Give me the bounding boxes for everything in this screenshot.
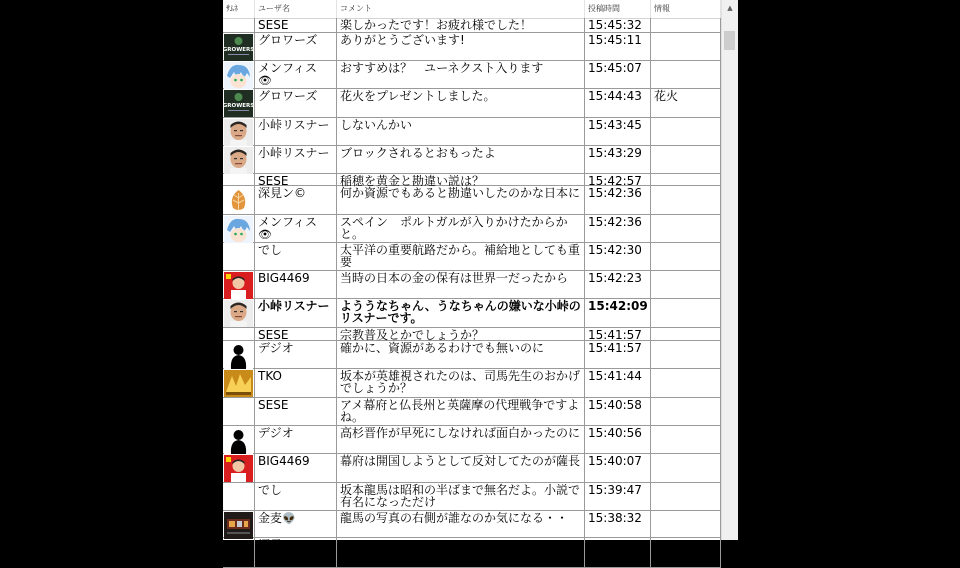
info-cell — [651, 146, 721, 173]
post-time-text: 15:45:11 — [588, 33, 642, 47]
username-text: SESE — [258, 398, 289, 412]
post-time-text: 15:43:45 — [588, 118, 642, 132]
post-time-text: 15:44:43 — [588, 89, 642, 103]
comment-row[interactable] — [223, 186, 721, 215]
thumbnail-cell — [223, 426, 255, 453]
user-avatar — [224, 272, 253, 299]
comment-row[interactable] — [223, 146, 721, 174]
comment-text: スペイン ポルトガルが入りかけたからかと。 — [340, 215, 568, 241]
time-cell — [585, 146, 651, 173]
thumbnail-cell — [223, 271, 255, 298]
column-header-time[interactable]: 投稿時間 — [585, 0, 651, 18]
thumbnail-cell — [223, 61, 255, 88]
thumbnail-cell — [223, 215, 255, 242]
thumbnail-cell — [223, 511, 255, 537]
info-cell — [651, 61, 721, 88]
info-cell — [651, 18, 721, 32]
info-cell — [651, 174, 721, 185]
comment-text: ありがとうございます! — [340, 33, 465, 47]
username-text: グロワーズ — [258, 89, 318, 103]
time-cell — [585, 328, 651, 340]
thumbnail-cell — [223, 299, 255, 327]
comment-row[interactable] — [223, 426, 721, 454]
username-cell — [255, 328, 337, 340]
username-text: SESE — [258, 174, 289, 188]
username-cell — [255, 341, 337, 368]
comment-cell — [337, 118, 585, 145]
thumbnail-cell — [223, 89, 255, 117]
username-cell — [255, 33, 337, 60]
comment-row[interactable] — [223, 369, 721, 398]
post-time-text: 15:40:58 — [588, 398, 642, 412]
comment-text: 楽しかったです！お疲れ様でした！ — [340, 18, 533, 32]
username-text: 小峠リスナー — [258, 146, 330, 160]
info-text — [651, 538, 720, 539]
svg-text:GROWERS: GROWERS — [222, 103, 255, 109]
time-cell — [585, 61, 651, 88]
comment-text: アメ幕府と仏長州と英薩摩の代理戦争ですよね。 — [340, 398, 580, 424]
info-text — [651, 398, 720, 399]
info-text — [651, 215, 720, 216]
post-time-text: 15:42:57 — [588, 174, 642, 188]
column-header-info[interactable]: 情報 — [651, 0, 721, 18]
info-text — [651, 369, 720, 370]
comment-row[interactable] — [223, 215, 721, 243]
thumbnail-cell — [223, 243, 255, 270]
user-avatar — [224, 342, 253, 369]
user-avatar — [224, 90, 253, 117]
time-cell — [585, 538, 651, 567]
comment-cell — [337, 215, 585, 242]
time-cell — [585, 215, 651, 242]
comment-cell — [337, 299, 585, 327]
username-text: メンフィス 👁 — [258, 215, 318, 241]
username-cell — [255, 146, 337, 173]
username-emoji-icon: 👽 — [282, 512, 296, 525]
username-text: BIG4469 — [258, 454, 310, 468]
svg-text:GROWERS: GROWERS — [222, 47, 255, 53]
post-time-text: 15:42:23 — [588, 271, 642, 285]
thumbnail-cell — [223, 328, 255, 340]
comment-text: しないんかい — [340, 118, 413, 132]
comment-row[interactable] — [223, 299, 721, 328]
comment-text: 高杉晋作が早死にしなければ面白かったのに — [340, 426, 581, 440]
info-cell — [651, 511, 721, 537]
username-emoji-icon: 👁 — [258, 228, 272, 241]
time-cell — [585, 483, 651, 510]
post-time-text: 15:42:30 — [588, 243, 642, 257]
comment-row[interactable] — [223, 341, 721, 369]
time-cell — [585, 369, 651, 397]
username-cell — [255, 398, 337, 425]
time-cell — [585, 89, 651, 117]
comment-text: 稲穂を黄金と勘違い説は？ — [340, 174, 485, 188]
info-text — [651, 454, 720, 455]
username-cell — [255, 243, 337, 270]
user-avatar — [224, 34, 253, 61]
time-cell — [585, 33, 651, 60]
username-cell — [255, 369, 337, 397]
post-time-text: 15:42:36 — [588, 215, 642, 229]
username-cell — [255, 454, 337, 482]
info-cell — [651, 243, 721, 270]
comment-text: 宗教普及とかでしょうか？ — [340, 328, 485, 342]
thumbnail-cell — [223, 538, 255, 567]
user-avatar — [224, 187, 253, 214]
comment-row[interactable] — [223, 271, 721, 299]
info-cell — [651, 118, 721, 145]
username-text: 小峠リスナー — [258, 118, 330, 132]
comment-row[interactable] — [223, 483, 721, 511]
comment-cell — [337, 538, 585, 567]
thumbnail-cell — [223, 118, 255, 145]
user-avatar — [224, 455, 253, 482]
info-text — [651, 186, 720, 187]
time-cell — [585, 118, 651, 145]
username-cell — [255, 18, 337, 32]
username-text: 深見ン© — [258, 186, 307, 200]
time-cell — [585, 511, 651, 537]
info-cell — [651, 426, 721, 453]
info-cell — [651, 483, 721, 510]
post-time-text — [585, 538, 650, 539]
vertical-scrollbar[interactable] — [721, 0, 738, 540]
comment-row[interactable] — [223, 511, 721, 538]
comment-text: おすすめは？ ユーネクスト入ります — [340, 61, 544, 75]
username-cell — [255, 299, 337, 327]
info-cell — [651, 299, 721, 327]
post-time-text: 15:42:36 — [588, 186, 642, 200]
info-cell — [651, 454, 721, 482]
thumbnail-cell — [223, 33, 255, 60]
username-text: SESE — [258, 18, 289, 32]
info-text — [651, 18, 720, 19]
comment-row[interactable] — [223, 18, 721, 33]
username-cell — [255, 186, 337, 214]
scrollbar-thumb[interactable] — [724, 31, 735, 50]
info-text — [651, 426, 720, 427]
info-text — [651, 328, 720, 329]
username-text: TKO — [258, 369, 282, 383]
info-cell — [651, 271, 721, 298]
user-avatar — [224, 512, 253, 539]
comment-cell — [337, 341, 585, 368]
info-text — [651, 299, 720, 300]
user-avatar — [224, 216, 253, 243]
time-cell — [585, 186, 651, 214]
comment-cell — [337, 186, 585, 214]
comment-cell — [337, 89, 585, 117]
username-text: デジオ — [258, 426, 294, 440]
comment-cell — [337, 426, 585, 453]
comment-row[interactable] — [223, 328, 721, 341]
comment-row[interactable] — [223, 398, 721, 426]
comment-text: 確かに、資源があるわけでも無いのに — [340, 341, 545, 355]
info-cell — [651, 398, 721, 425]
info-cell — [651, 89, 721, 117]
comment-cell — [337, 61, 585, 88]
info-cell — [651, 341, 721, 368]
username-text: 小峠リスナー — [258, 299, 330, 313]
info-text — [651, 341, 720, 342]
post-time-text: 15:41:57 — [588, 328, 642, 342]
scroll-up-arrow-icon[interactable]: ▲ — [727, 4, 733, 12]
comment-cell — [337, 454, 585, 482]
comment-row[interactable] — [223, 538, 721, 568]
column-header-username[interactable]: ユーザ名 — [255, 0, 337, 18]
username-text: でし — [258, 483, 283, 497]
post-time-text: 15:41:57 — [588, 341, 642, 355]
username-cell — [255, 118, 337, 145]
thumbnail-cell — [223, 146, 255, 173]
username-cell — [255, 538, 337, 567]
post-time-text: 15:45:07 — [588, 61, 642, 75]
username-cell — [255, 271, 337, 298]
username-text: 深見ン — [258, 538, 295, 552]
comment-text: よううなちゃん、うなちゃんの嫌いな小峠のリスナーです。 — [340, 299, 581, 325]
time-cell — [585, 398, 651, 425]
thumbnail-cell — [223, 369, 255, 397]
thumbnail-cell — [223, 18, 255, 32]
time-cell — [585, 271, 651, 298]
column-header — [223, 0, 721, 19]
post-time-text: 15:38:32 — [588, 511, 642, 525]
username-text: デジオ — [258, 341, 294, 355]
info-text — [651, 146, 720, 147]
username-cell — [255, 215, 337, 242]
comment-cell — [337, 18, 585, 32]
comment-text: 龍馬の写真の右側が誰なのか気になる・・ — [340, 511, 569, 525]
time-cell — [585, 299, 651, 327]
time-cell — [585, 18, 651, 32]
username-cell — [255, 89, 337, 117]
time-cell — [585, 454, 651, 482]
info-text — [651, 483, 720, 484]
thumbnail-cell — [223, 341, 255, 368]
info-text — [651, 61, 720, 62]
comment-text: 坂本が英雄視されたのは、司馬先生のおかげでしょうか？ — [340, 369, 581, 395]
comment-list — [223, 18, 721, 568]
info-text — [651, 33, 720, 34]
comment-row[interactable] — [223, 61, 721, 89]
post-time-text: 15:40:07 — [588, 454, 642, 468]
comment-cell — [337, 174, 585, 188]
info-text: 花火 — [654, 89, 679, 103]
info-cell — [651, 215, 721, 242]
comment-cell — [337, 483, 585, 510]
time-cell — [585, 341, 651, 368]
username-text: 金麦👽 — [258, 511, 296, 525]
comment-row[interactable] — [223, 33, 721, 61]
user-avatar — [224, 370, 253, 397]
comment-text: 坂本龍馬は昭和の半ばまで無名だよ。小説で有名になっただけ — [340, 483, 581, 509]
post-time-text: 15:39:47 — [588, 483, 642, 497]
username-text: メンフィス 👁 — [258, 61, 318, 87]
comment-text: ブロックされるとおもったよ — [340, 146, 496, 160]
info-cell — [651, 33, 721, 60]
username-cell — [255, 174, 337, 188]
post-time-text: 15:41:44 — [588, 369, 642, 383]
info-cell — [651, 369, 721, 397]
comment-text — [337, 538, 584, 568]
info-text — [651, 511, 720, 512]
post-time-text: 15:43:29 — [588, 146, 642, 160]
comment-row[interactable] — [223, 243, 721, 271]
info-cell — [651, 328, 721, 340]
comment-cell — [337, 328, 585, 340]
username-cell — [255, 483, 337, 510]
thumbnail-cell — [223, 454, 255, 482]
comment-text: 幕府は開国しようとして反対してたのが薩長 — [340, 454, 581, 468]
info-text — [651, 174, 720, 175]
time-cell — [585, 426, 651, 453]
comment-cell — [337, 33, 585, 60]
comment-cell — [337, 369, 585, 397]
thumbnail-cell — [223, 186, 255, 214]
info-text — [651, 243, 720, 244]
comment-cell — [337, 146, 585, 173]
thumbnail-cell — [223, 174, 255, 185]
info-text — [651, 271, 720, 272]
comment-viewer-window — [222, 0, 737, 552]
username-text: BIG4469 — [258, 271, 310, 285]
username-text: SESE — [258, 328, 289, 342]
post-time-text: 15:40:56 — [588, 426, 642, 440]
info-cell — [651, 538, 721, 567]
comment-cell — [337, 511, 585, 537]
username-text: グロワーズ — [258, 33, 318, 47]
column-header-thumbnail[interactable]: ｻﾑﾈ — [223, 0, 255, 18]
comment-cell — [337, 271, 585, 298]
comment-text: 当時の日本の金の保有は世界一だったから — [340, 271, 569, 285]
column-header-comment[interactable]: コメント — [337, 0, 585, 18]
comment-row[interactable] — [223, 454, 721, 483]
username-cell — [255, 511, 337, 537]
time-cell — [585, 174, 651, 188]
comment-cell — [337, 243, 585, 270]
user-avatar — [224, 427, 253, 454]
post-time-text: 15:45:32 — [588, 18, 642, 32]
user-avatar — [224, 147, 253, 174]
comment-row[interactable] — [223, 89, 721, 118]
comment-row[interactable] — [223, 118, 721, 146]
user-avatar — [224, 62, 253, 89]
username-text: でし — [258, 243, 283, 257]
comment-text: 花火をプレゼントしました。 — [340, 89, 496, 103]
comment-text: 太平洋の重要航路だから。補給地としても重要 — [340, 243, 581, 269]
comment-row[interactable] — [223, 174, 721, 186]
username-emoji-icon: 👁 — [258, 74, 272, 87]
info-cell — [651, 186, 721, 214]
thumbnail-cell — [223, 483, 255, 510]
comment-cell — [337, 398, 585, 425]
user-avatar — [224, 300, 253, 327]
username-cell — [255, 61, 337, 88]
comment-text: 何か資源でもあると勘違いしたのかな日本に — [340, 186, 581, 200]
info-text — [651, 118, 720, 119]
username-cell — [255, 426, 337, 453]
user-avatar — [224, 119, 253, 146]
time-cell — [585, 243, 651, 270]
thumbnail-cell — [223, 398, 255, 425]
post-time-text: 15:42:09 — [588, 299, 648, 313]
